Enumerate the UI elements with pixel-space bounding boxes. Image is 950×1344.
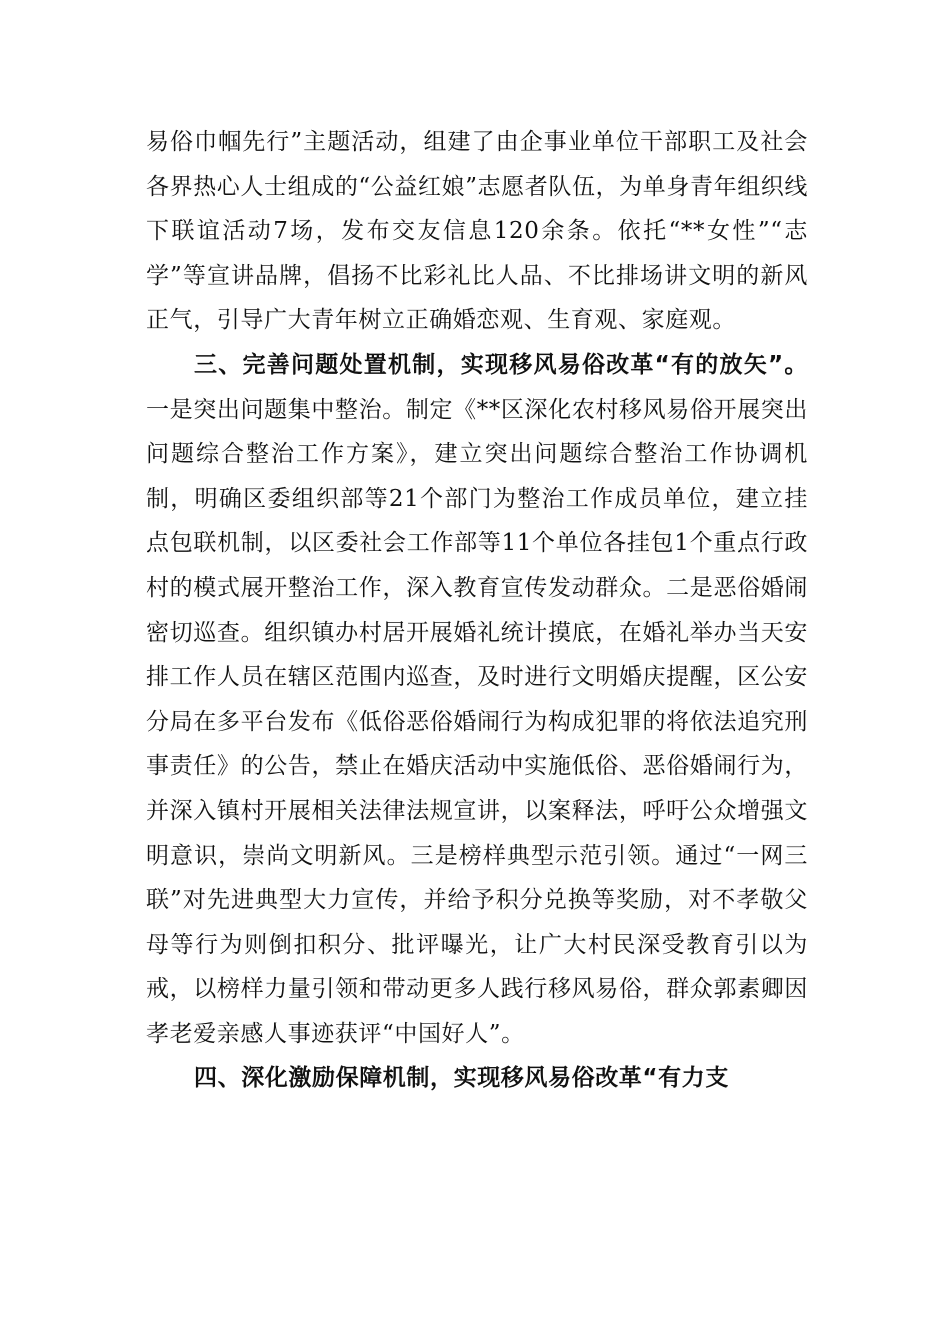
paragraph-continuation: 易俗巾帼先行”主题活动，组建了由企事业单位干部职工及社会各界热心人士组成的“公益红娘”志愿者队伍，为单身青年组织线下联谊活动7场，发布交友信息120余条。依托“**女性”“志学”等宣讲品牌，倡扬不比彩礼比人品、不比排场讲文明的新风正气，引导广大青年树立正确婚恋观、生育观、家庭观。 <box>146 129 808 334</box>
document-body <box>146 120 808 1101</box>
section-3-body: 一是突出问题集中整治。制定《**区深化农村移风易俗开展突出问题综合整治工作方案》，建立突出问题综合整治工作协调机制，明确区委组织部等21个部门为整治工作成员单位，建立挂点包联机制，以区委社会工作部等11个单位各挂包1个重点行政村的模式展开整治工作，深入教育宣传发动群众。二是恶俗婚闹密切巡查。组织镇办村居开展婚礼统计摸底，在婚礼举办当天安排工作人员在辖区范围内巡查，及时进行文明婚庆提醒，区公安分局在多平台发布《低俗恶俗婚闹行为构成犯罪的将依法追究刑事责任》的公告，禁止在婚庆活动中实施低俗、恶俗婚闹行为，并深入镇村开展相关法律法规宣讲，以案释法，呼吁公众增强文明意识，崇尚文明新风。三是榜样典型示范引领。通过“一网三联”对先进典型大力宣传，并给予积分兑换等奖励，对不孝敬父母等行为则倒扣积分、批评曝光，让广大村民深受教育引以为戒，以榜样力量引领和带动更多人践行移风易俗，群众郭素卿因孝老爱亲感人事迹获评“中国好人”。 <box>146 396 808 1047</box>
section-4-paragraph <box>146 1056 808 1101</box>
section-4-heading: 四、深化激励保障机制，实现移风易俗改革“有力支 <box>194 1065 729 1092</box>
section-3-heading: 三、完善问题处置机制，实现移风易俗改革“有的放矢”。 <box>194 351 808 378</box>
section-3-paragraph <box>146 343 808 1057</box>
